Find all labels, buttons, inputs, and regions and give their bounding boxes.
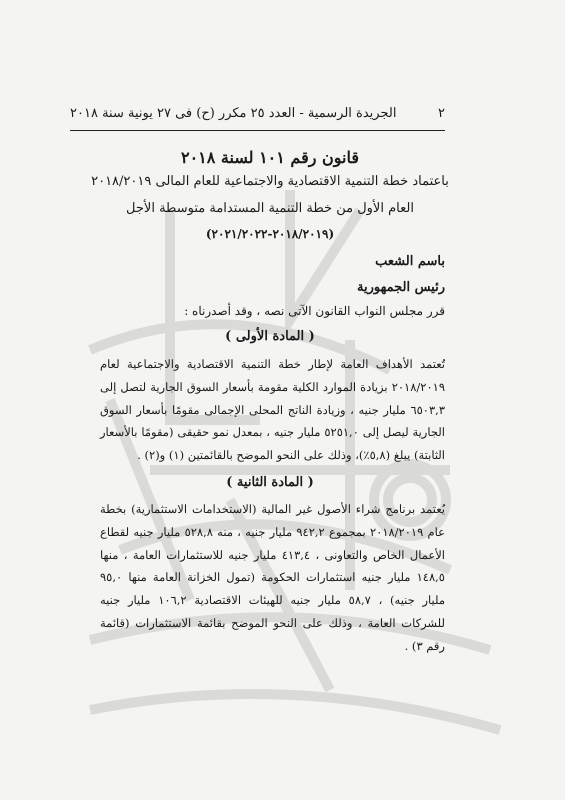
page-header: [70, 106, 445, 121]
header-divider: [70, 130, 445, 131]
preamble-president: رئيس الجمهورية: [357, 280, 445, 295]
law-subtitle-1: باعتماد خطة التنمية الاقتصادية والاجتماعية للعام المالى ٢٠١٨/٢٠١٩: [91, 174, 449, 189]
law-subtitle-3: (٢٠١٨/٢٠١٩-٢٠٢١/٢٠٢٢): [205, 227, 335, 241]
preamble-enact: قرر مجلس النواب القانون الآتى نصه ، وقد أصدرناه :: [184, 304, 445, 318]
gazette-issue-line: الجريدة الرسمية - العدد ٢٥ مكرر (ح) فى ٢٧ يونية سنة ٢٠١٨: [70, 106, 397, 121]
article-1-text: تُعتمد الأهداف العامة لإطار خطة التنمية الاقتصادية والاجتماعية لعام ٢٠١٨/٢٠١٩ بزيادة الموارد الكلية مقومة بأسعار السوق الجارية لتصل إلى ٦٥٠٣,٣ مليار جنيه ، وزيادة الناتج المحلى الإجمالى مقومًا بأسعار السوق الجارية ليصل إلى ٥٢٥١,٠ مليار جنيه ، بمعدل نمو حقيقى (مقومًا بالأسعار الثابتة) يبلغ (٥,٨٪)، وذلك على النحو الموضح بالقائمتين (١) و(٢) .: [100, 357, 445, 463]
law-title: قانون رقم ١٠١ لسنة ٢٠١٨: [180, 148, 359, 167]
page-number: ٢: [438, 106, 445, 121]
article-2-text: يُعتمد برنامج شراء الأصول غير المالية (الاستخدامات الاستثمارية) بخطة عام ٢٠١٨/٢٠١٩ بمجموع ٩٤٢,٢ مليار جنيه ، منه ٥٢٨,٨ مليار جنيه لقطاع الأعمال الخاص والتعاونى ، ٤١٣,٤ مليار جنيه للاستثمارات العامة ، منها ١٤٨,٥ مليار جنيه استثمارات الحكومة (تمول الخزانة العامة منها ٩٥,٠ مليار جنيه) ، ٥٨,٧ مليار جنيه للهيئات الاقتصادية ١٠٦,٢ مليار جنيه للشركات العامة ، وذلك على النحو الموضح بقائمة الاستثمارات (قائمة رقم ٣) .: [100, 502, 445, 653]
law-subtitle-2: العام الأول من خطة التنمية المستدامة متوسطة الأجل: [126, 201, 414, 216]
preamble-people: باسم الشعب: [375, 254, 445, 269]
article-2-heading: ( المادة الثانية ): [226, 475, 314, 490]
article-1-heading: ( المادة الأولى ): [225, 329, 315, 344]
